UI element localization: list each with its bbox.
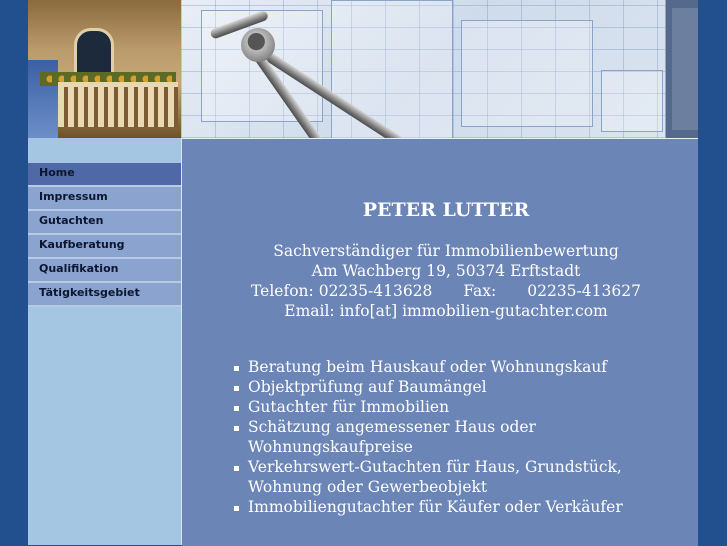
email-address: info[at] immobilien-gutachter.com bbox=[339, 302, 608, 320]
list-item: Beratung beim Hauskauf oder Wohnungskauf bbox=[230, 357, 650, 377]
nav-item-gutachten[interactable]: Gutachten bbox=[28, 211, 181, 235]
contact-block bbox=[182, 241, 710, 321]
fax-label: Fax: bbox=[463, 282, 497, 300]
header-banner bbox=[28, 0, 698, 138]
nav-item-home[interactable]: Home bbox=[28, 163, 181, 187]
list-item: Verkehrswert-Gutachten für Haus, Grundstück, Wohnung oder Gewerbeobjekt bbox=[230, 457, 650, 497]
list-item: Gutachter für Immobilien bbox=[230, 397, 650, 417]
main-content bbox=[182, 138, 698, 546]
building-photo bbox=[28, 0, 181, 138]
nav-item-taetigkeitsgebiet[interactable]: Tätigkeitsgebiet bbox=[28, 283, 181, 307]
email-line bbox=[182, 301, 710, 321]
services-list bbox=[230, 357, 650, 517]
phone-label: Telefon: bbox=[251, 282, 314, 300]
blueprint-compass-photo bbox=[181, 0, 665, 138]
sidebar bbox=[28, 138, 182, 545]
page-title: PETER LUTTER bbox=[362, 199, 530, 221]
nav-item-qualifikation[interactable]: Qualifikation bbox=[28, 259, 181, 283]
nav-item-kaufberatung[interactable]: Kaufberatung bbox=[28, 235, 181, 259]
banner-side-panel bbox=[665, 0, 698, 138]
nav-item-impressum[interactable]: Impressum bbox=[28, 187, 181, 211]
list-item: Schätzung angemessener Haus oder Wohnungskaufpreise bbox=[230, 417, 650, 457]
phone-number: 02235-413628 bbox=[318, 282, 433, 300]
address: Am Wachberg 19, 50374 Erftstadt bbox=[311, 262, 581, 280]
fax-number: 02235-413627 bbox=[527, 282, 641, 300]
job-title: Sachverständiger für Immobilienbewertung bbox=[273, 242, 619, 260]
email-label: Email: bbox=[284, 302, 335, 320]
main-navigation bbox=[28, 163, 181, 307]
page-container bbox=[28, 0, 698, 545]
phone-fax-line bbox=[182, 281, 710, 301]
list-item: Immobiliengutachter für Käufer oder Verkäufer bbox=[230, 497, 650, 517]
list-item: Objektprüfung auf Baumängel bbox=[230, 377, 650, 397]
compass-icon bbox=[241, 28, 275, 62]
